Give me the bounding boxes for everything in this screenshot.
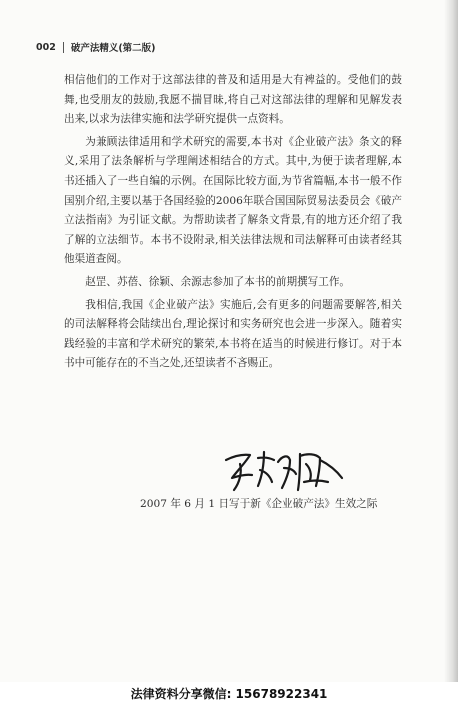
footer-watermark-text: 法律资料分享微信: 15678922341 xyxy=(0,682,458,706)
page-number: 002 xyxy=(36,41,56,53)
running-head-separator xyxy=(63,42,64,53)
author-signature xyxy=(220,440,348,498)
book-title: 破产法精义(第二版) xyxy=(70,43,156,54)
paragraph-method: 为兼顾法律适用和学术研究的需要,本书对《企业破产法》条文的释义,采用了法条解析与学理阐述相结合的方式。其中,为便于读者理解,本书还插入了一些自编的示例。在国际比较方面,为节省篇幅,本书一般不作国别介绍,主要以基于各国经验的2006年联合国国际贸易法委员会《破产立法指南》为引证文献。为帮助读者了解条文背景,有的地方还介绍了我了解的立法细节。本书不设附录,相关法律法规和司法解释可由读者经其他渠道查阅。 xyxy=(64,135,402,266)
dateline: 2007 年 6 月 1 日写于新《企业破产法》生效之际 xyxy=(140,498,378,510)
running-head xyxy=(36,40,156,54)
paragraph-outlook: 我相信,我国《企业破产法》实施后,会有更多的问题需要解答,相关的司法解释将会陆续出台,理论探讨和实务研究也会进一步深入。随着实践经验的丰富和学术研究的繁荣,本书将在适当的时候进行修订。对于本书中可能存在的不当之处,还望读者不吝赐正。 xyxy=(64,298,402,370)
preface-body xyxy=(64,71,402,377)
spine-shadow xyxy=(444,0,458,706)
paragraph-continued: 相信他们的工作对于这部法律的普及和适用是大有裨益的。受他们的鼓舞,也受朋友的鼓励,我愿不揣冒昧,将自己对这部法律的理解和见解发表出来,以求为法律实施和法学研究提供一点资料。 xyxy=(64,74,402,126)
paragraph-contributors: 赵罡、苏蓓、徐颖、余源志参加了本书的前期撰写工作。 xyxy=(85,275,351,288)
